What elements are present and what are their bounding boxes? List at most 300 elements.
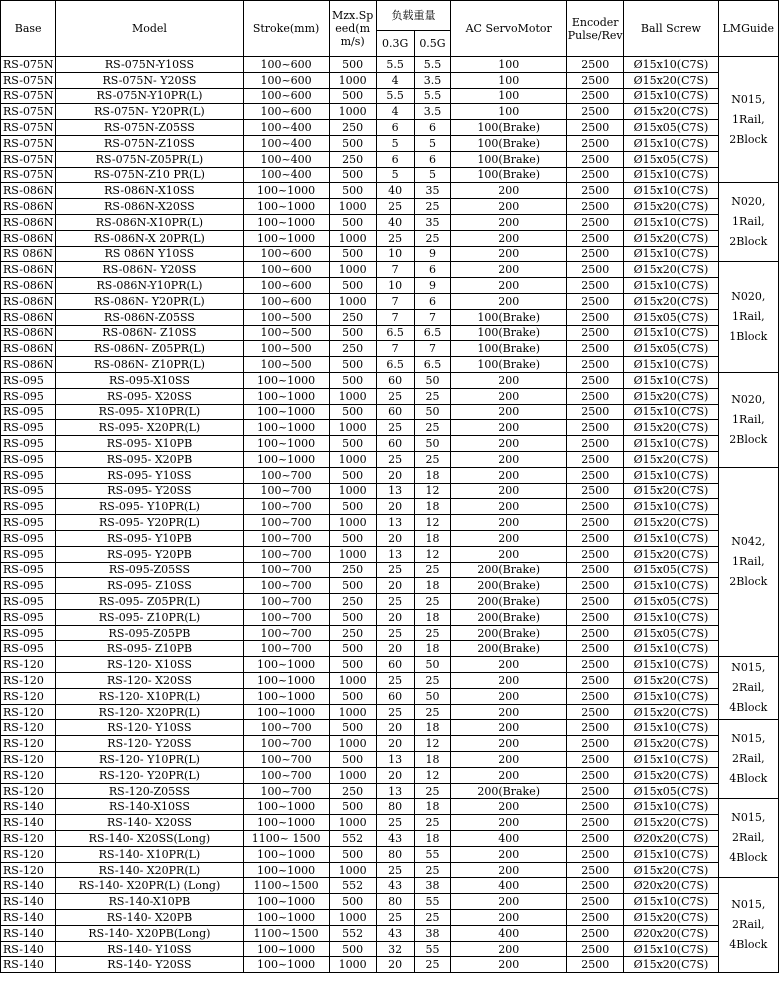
ball-screw-cell: Ø15x20(C7S) <box>624 72 718 88</box>
load-03g-cell: 13 <box>376 546 414 562</box>
encoder-cell: 2500 <box>567 436 624 452</box>
speed-cell: 500 <box>329 941 376 957</box>
stroke-cell: 100~600 <box>243 246 329 262</box>
motor-cell: 200 <box>451 546 567 562</box>
model-cell: RS-086N- Z10SS <box>56 325 243 341</box>
load-03g-cell: 6 <box>376 151 414 167</box>
base-cell: RS-086N <box>1 278 56 294</box>
stroke-cell: 100~700 <box>243 783 329 799</box>
speed-cell: 500 <box>329 657 376 673</box>
table-row <box>1 451 779 467</box>
lm-guide-line: 1Block <box>729 330 768 344</box>
model-cell: RS-086N- Y20PR(L) <box>56 293 243 309</box>
stroke-cell: 100~1000 <box>243 183 329 199</box>
lm-guide-line: 2Rail, <box>731 681 765 695</box>
motor-cell: 200(Brake) <box>451 625 567 641</box>
motor-cell: 100 <box>451 88 567 104</box>
motor-cell: 100(Brake) <box>451 357 567 373</box>
load-05g-cell: 12 <box>414 483 451 499</box>
stroke-cell: 100~1000 <box>243 436 329 452</box>
stroke-cell: 100~700 <box>243 467 329 483</box>
model-cell: RS-095- X10PR(L) <box>56 404 243 420</box>
stroke-cell: 100~1000 <box>243 199 329 215</box>
load-05g-cell: 6 <box>414 151 451 167</box>
stroke-cell: 1100~1500 <box>243 878 329 894</box>
lm-guide-line: N015, <box>731 92 766 106</box>
table-row <box>1 783 779 799</box>
table-row <box>1 167 779 183</box>
model-cell: RS-140- X20PB(Long) <box>56 925 243 941</box>
load-05g-cell: 18 <box>414 578 451 594</box>
ball-screw-cell: Ø15x10(C7S) <box>624 467 718 483</box>
stroke-cell: 100~700 <box>243 609 329 625</box>
speed-cell: 1000 <box>329 673 376 689</box>
stroke-cell: 100~400 <box>243 135 329 151</box>
encoder-cell: 2500 <box>567 673 624 689</box>
encoder-cell: 2500 <box>567 783 624 799</box>
motor-cell: 200 <box>451 420 567 436</box>
base-cell: RS-120 <box>1 720 56 736</box>
stroke-cell: 100~700 <box>243 720 329 736</box>
motor-cell: 200(Brake) <box>451 578 567 594</box>
stroke-cell: 100~700 <box>243 767 329 783</box>
encoder-cell: 2500 <box>567 151 624 167</box>
table-row <box>1 831 779 847</box>
stroke-cell: 100~700 <box>243 625 329 641</box>
header-max-speed: Mzx.Speed(mm/s) <box>329 1 376 57</box>
load-03g-cell: 13 <box>376 752 414 768</box>
motor-cell: 200 <box>451 704 567 720</box>
model-cell: RS-086N-X20SS <box>56 199 243 215</box>
load-05g-cell: 25 <box>414 230 451 246</box>
load-03g-cell: 32 <box>376 941 414 957</box>
load-05g-cell: 18 <box>414 641 451 657</box>
load-03g-cell: 20 <box>376 467 414 483</box>
speed-cell: 500 <box>329 183 376 199</box>
encoder-cell: 2500 <box>567 246 624 262</box>
table-row <box>1 578 779 594</box>
lm-guide-line: 2Rail, <box>731 831 765 845</box>
stroke-cell: 100~500 <box>243 341 329 357</box>
motor-cell: 200 <box>451 246 567 262</box>
load-05g-cell: 35 <box>414 183 451 199</box>
load-03g-cell: 20 <box>376 499 414 515</box>
stroke-cell: 100~1000 <box>243 799 329 815</box>
ball-screw-cell: Ø15x10(C7S) <box>624 941 718 957</box>
lm-guide-cell <box>718 57 778 183</box>
motor-cell: 200 <box>451 720 567 736</box>
encoder-cell: 2500 <box>567 167 624 183</box>
table-row <box>1 372 779 388</box>
speed-cell: 1000 <box>329 451 376 467</box>
speed-cell: 250 <box>329 120 376 136</box>
ball-screw-cell: Ø15x05(C7S) <box>624 151 718 167</box>
speed-cell: 500 <box>329 609 376 625</box>
load-05g-cell: 38 <box>414 925 451 941</box>
load-05g-cell: 12 <box>414 736 451 752</box>
base-cell: RS-075N <box>1 57 56 73</box>
table-row <box>1 199 779 215</box>
load-05g-cell: 18 <box>414 530 451 546</box>
encoder-cell: 2500 <box>567 546 624 562</box>
model-cell: RS-086N- Y20SS <box>56 262 243 278</box>
ball-screw-cell: Ø15x20(C7S) <box>624 199 718 215</box>
load-05g-cell: 25 <box>414 862 451 878</box>
load-05g-cell: 25 <box>414 910 451 926</box>
ball-screw-cell: Ø15x10(C7S) <box>624 657 718 673</box>
load-03g-cell: 40 <box>376 183 414 199</box>
ball-screw-cell: Ø15x20(C7S) <box>624 104 718 120</box>
header-ball-screw: Ball Screw <box>624 1 718 57</box>
load-03g-cell: 25 <box>376 562 414 578</box>
base-cell: RS-120 <box>1 736 56 752</box>
ball-screw-cell: Ø15x20(C7S) <box>624 262 718 278</box>
base-cell: RS-095 <box>1 436 56 452</box>
load-05g-cell: 25 <box>414 451 451 467</box>
stroke-cell: 100~1000 <box>243 815 329 831</box>
base-cell: RS-095 <box>1 451 56 467</box>
model-cell: RS-120- X20PR(L) <box>56 704 243 720</box>
stroke-cell: 100~700 <box>243 752 329 768</box>
table-row <box>1 846 779 862</box>
model-cell: RS-095- Y10SS <box>56 467 243 483</box>
motor-cell: 100(Brake) <box>451 151 567 167</box>
model-cell: RS-140- Y20SS <box>56 957 243 973</box>
speed-cell: 500 <box>329 467 376 483</box>
load-03g-cell: 7 <box>376 293 414 309</box>
encoder-cell: 2500 <box>567 957 624 973</box>
base-cell: RS-095 <box>1 515 56 531</box>
motor-cell: 200 <box>451 293 567 309</box>
stroke-cell: 100~700 <box>243 594 329 610</box>
lm-guide-line: 2Rail, <box>731 752 765 766</box>
encoder-cell: 2500 <box>567 230 624 246</box>
model-cell: RS-075N-Z10SS <box>56 135 243 151</box>
ball-screw-cell: Ø20x20(C7S) <box>624 925 718 941</box>
stroke-cell: 100~1000 <box>243 673 329 689</box>
speed-cell: 250 <box>329 151 376 167</box>
table-row <box>1 688 779 704</box>
speed-cell: 1000 <box>329 704 376 720</box>
load-03g-cell: 25 <box>376 625 414 641</box>
load-05g-cell: 5.5 <box>414 88 451 104</box>
stroke-cell: 100~600 <box>243 72 329 88</box>
base-cell: RS-140 <box>1 878 56 894</box>
base-cell: RS-086N <box>1 357 56 373</box>
table-row <box>1 341 779 357</box>
header-encoder: Encoder Pulse/Rev <box>567 1 624 57</box>
load-03g-cell: 25 <box>376 910 414 926</box>
load-05g-cell: 55 <box>414 846 451 862</box>
table-row <box>1 388 779 404</box>
motor-cell: 200 <box>451 894 567 910</box>
speed-cell: 1000 <box>329 420 376 436</box>
encoder-cell: 2500 <box>567 104 624 120</box>
base-cell: RS-095 <box>1 388 56 404</box>
ball-screw-cell: Ø15x20(C7S) <box>624 736 718 752</box>
load-05g-cell: 5 <box>414 167 451 183</box>
encoder-cell: 2500 <box>567 420 624 436</box>
table-row <box>1 309 779 325</box>
encoder-cell: 2500 <box>567 594 624 610</box>
load-05g-cell: 18 <box>414 752 451 768</box>
speed-cell: 1000 <box>329 388 376 404</box>
table-row <box>1 546 779 562</box>
stroke-cell: 100~700 <box>243 499 329 515</box>
load-05g-cell: 12 <box>414 767 451 783</box>
encoder-cell: 2500 <box>567 910 624 926</box>
stroke-cell: 100~700 <box>243 530 329 546</box>
speed-cell: 500 <box>329 135 376 151</box>
load-03g-cell: 6 <box>376 120 414 136</box>
header-load-03g: 0.3G <box>376 31 414 57</box>
base-cell: RS-095 <box>1 546 56 562</box>
motor-cell: 100 <box>451 104 567 120</box>
load-05g-cell: 5.5 <box>414 57 451 73</box>
speed-cell: 1000 <box>329 957 376 973</box>
ball-screw-cell: Ø15x10(C7S) <box>624 246 718 262</box>
encoder-cell: 2500 <box>567 578 624 594</box>
motor-cell: 200 <box>451 846 567 862</box>
encoder-cell: 2500 <box>567 388 624 404</box>
ball-screw-cell: Ø15x10(C7S) <box>624 894 718 910</box>
encoder-cell: 2500 <box>567 309 624 325</box>
lm-guide-line: 1Rail, <box>731 310 765 324</box>
motor-cell: 200(Brake) <box>451 783 567 799</box>
stroke-cell: 100~1000 <box>243 941 329 957</box>
stroke-cell: 1100~1500 <box>243 925 329 941</box>
load-05g-cell: 18 <box>414 467 451 483</box>
speed-cell: 1000 <box>329 815 376 831</box>
base-cell: RS-095 <box>1 562 56 578</box>
model-cell: RS-086N-Z05SS <box>56 309 243 325</box>
model-cell: RS-075N-Y10PR(L) <box>56 88 243 104</box>
stroke-cell: 100~1000 <box>243 388 329 404</box>
table-row <box>1 562 779 578</box>
load-03g-cell: 25 <box>376 230 414 246</box>
encoder-cell: 2500 <box>567 799 624 815</box>
model-cell: RS-120- Y10PR(L) <box>56 752 243 768</box>
lm-guide-line: 1Rail, <box>731 215 765 229</box>
ball-screw-cell: Ø15x10(C7S) <box>624 846 718 862</box>
encoder-cell: 2500 <box>567 815 624 831</box>
table-row <box>1 325 779 341</box>
ball-screw-cell: Ø15x05(C7S) <box>624 625 718 641</box>
model-cell: RS-140- X20PB <box>56 910 243 926</box>
base-cell: RS-095 <box>1 420 56 436</box>
lm-guide-line: N020, <box>731 392 766 406</box>
model-cell: RS-120- X20SS <box>56 673 243 689</box>
speed-cell: 250 <box>329 309 376 325</box>
header-lm-guide: LMGuide <box>718 1 778 57</box>
lm-guide-line: 2Block <box>729 132 768 146</box>
load-03g-cell: 5 <box>376 167 414 183</box>
motor-cell: 100(Brake) <box>451 120 567 136</box>
base-cell: RS-120 <box>1 783 56 799</box>
table-row <box>1 57 779 73</box>
motor-cell: 200 <box>451 388 567 404</box>
ball-screw-cell: Ø15x05(C7S) <box>624 783 718 799</box>
load-05g-cell: 6 <box>414 293 451 309</box>
load-05g-cell: 25 <box>414 815 451 831</box>
stroke-cell: 100~500 <box>243 325 329 341</box>
encoder-cell: 2500 <box>567 688 624 704</box>
speed-cell: 500 <box>329 752 376 768</box>
speed-cell: 1000 <box>329 767 376 783</box>
motor-cell: 200 <box>451 483 567 499</box>
motor-cell: 100(Brake) <box>451 341 567 357</box>
speed-cell: 1000 <box>329 72 376 88</box>
ball-screw-cell: Ø15x20(C7S) <box>624 957 718 973</box>
load-03g-cell: 13 <box>376 515 414 531</box>
lm-guide-line: N020, <box>731 290 766 304</box>
ball-screw-cell: Ø15x20(C7S) <box>624 815 718 831</box>
ball-screw-cell: Ø15x20(C7S) <box>624 704 718 720</box>
base-cell: RS-095 <box>1 578 56 594</box>
table-row <box>1 183 779 199</box>
motor-cell: 400 <box>451 831 567 847</box>
base-cell: RS-086N <box>1 341 56 357</box>
model-cell: RS-075N-Z05PR(L) <box>56 151 243 167</box>
stroke-cell: 100~1000 <box>243 704 329 720</box>
base-cell: RS-086N <box>1 293 56 309</box>
load-03g-cell: 20 <box>376 957 414 973</box>
ball-screw-cell: Ø15x10(C7S) <box>624 499 718 515</box>
motor-cell: 200 <box>451 752 567 768</box>
speed-cell: 500 <box>329 214 376 230</box>
model-cell: RS-086N- Z10PR(L) <box>56 357 243 373</box>
load-03g-cell: 5 <box>376 135 414 151</box>
model-cell: RS-120- Y10SS <box>56 720 243 736</box>
model-cell: RS-095- Z05PR(L) <box>56 594 243 610</box>
stroke-cell: 100~700 <box>243 483 329 499</box>
encoder-cell: 2500 <box>567 88 624 104</box>
ball-screw-cell: Ø15x05(C7S) <box>624 562 718 578</box>
stroke-cell: 1100~ 1500 <box>243 831 329 847</box>
base-cell: RS-120 <box>1 831 56 847</box>
speed-cell: 500 <box>329 167 376 183</box>
table-row <box>1 957 779 973</box>
load-03g-cell: 7 <box>376 309 414 325</box>
base-cell: RS-120 <box>1 752 56 768</box>
table-row <box>1 420 779 436</box>
lm-guide-line: 4Block <box>729 772 768 786</box>
encoder-cell: 2500 <box>567 925 624 941</box>
model-cell: RS-120-Z05SS <box>56 783 243 799</box>
table-row <box>1 262 779 278</box>
speed-cell: 500 <box>329 688 376 704</box>
encoder-cell: 2500 <box>567 720 624 736</box>
ball-screw-cell: Ø15x20(C7S) <box>624 420 718 436</box>
load-05g-cell: 6.5 <box>414 357 451 373</box>
speed-cell: 552 <box>329 925 376 941</box>
encoder-cell: 2500 <box>567 609 624 625</box>
motor-cell: 200 <box>451 910 567 926</box>
model-cell: RS-140- X20SS(Long) <box>56 831 243 847</box>
base-cell: RS-140 <box>1 925 56 941</box>
load-03g-cell: 25 <box>376 862 414 878</box>
encoder-cell: 2500 <box>567 341 624 357</box>
motor-cell: 200 <box>451 262 567 278</box>
speed-cell: 500 <box>329 88 376 104</box>
load-03g-cell: 6.5 <box>376 357 414 373</box>
load-05g-cell: 25 <box>414 562 451 578</box>
encoder-cell: 2500 <box>567 72 624 88</box>
encoder-cell: 2500 <box>567 641 624 657</box>
load-05g-cell: 7 <box>414 341 451 357</box>
base-cell: RS-140 <box>1 894 56 910</box>
encoder-cell: 2500 <box>567 293 624 309</box>
speed-cell: 500 <box>329 404 376 420</box>
table-row <box>1 515 779 531</box>
header-load: 负载重量 <box>376 1 451 31</box>
speed-cell: 1000 <box>329 230 376 246</box>
stroke-cell: 100~400 <box>243 167 329 183</box>
speed-cell: 1000 <box>329 199 376 215</box>
load-05g-cell: 12 <box>414 515 451 531</box>
load-03g-cell: 20 <box>376 641 414 657</box>
stroke-cell: 100~400 <box>243 151 329 167</box>
base-cell: RS-086N <box>1 199 56 215</box>
load-05g-cell: 25 <box>414 594 451 610</box>
lm-guide-line: 2Block <box>729 235 768 249</box>
ball-screw-cell: Ø15x10(C7S) <box>624 404 718 420</box>
table-row <box>1 673 779 689</box>
table-row <box>1 815 779 831</box>
load-03g-cell: 20 <box>376 720 414 736</box>
base-cell: RS-140 <box>1 957 56 973</box>
motor-cell: 200(Brake) <box>451 594 567 610</box>
motor-cell: 200 <box>451 183 567 199</box>
model-cell: RS-095- Y20SS <box>56 483 243 499</box>
load-05g-cell: 18 <box>414 720 451 736</box>
speed-cell: 500 <box>329 372 376 388</box>
ball-screw-cell: Ø15x10(C7S) <box>624 720 718 736</box>
model-cell: RS-075N- Y20SS <box>56 72 243 88</box>
encoder-cell: 2500 <box>567 57 624 73</box>
table-row <box>1 799 779 815</box>
stroke-cell: 100~1000 <box>243 420 329 436</box>
lm-guide-cell <box>718 262 778 373</box>
table-row <box>1 293 779 309</box>
lm-guide-line: 4Block <box>729 938 768 952</box>
load-03g-cell: 13 <box>376 483 414 499</box>
stroke-cell: 100~1000 <box>243 688 329 704</box>
encoder-cell: 2500 <box>567 325 624 341</box>
model-cell: RS-120- X10SS <box>56 657 243 673</box>
stroke-cell: 100~1000 <box>243 230 329 246</box>
load-05g-cell: 25 <box>414 957 451 973</box>
speed-cell: 250 <box>329 341 376 357</box>
load-03g-cell: 40 <box>376 214 414 230</box>
model-cell: RS-086N-X 20PR(L) <box>56 230 243 246</box>
speed-cell: 1000 <box>329 483 376 499</box>
encoder-cell: 2500 <box>567 894 624 910</box>
speed-cell: 500 <box>329 641 376 657</box>
load-05g-cell: 9 <box>414 246 451 262</box>
base-cell: RS-095 <box>1 372 56 388</box>
model-cell: RS-095-X10SS <box>56 372 243 388</box>
ball-screw-cell: Ø15x10(C7S) <box>624 609 718 625</box>
motor-cell: 200 <box>451 815 567 831</box>
header-base: Base <box>1 1 56 57</box>
speed-cell: 500 <box>329 846 376 862</box>
speed-cell: 552 <box>329 831 376 847</box>
encoder-cell: 2500 <box>567 831 624 847</box>
model-cell: RS-120- Y20SS <box>56 736 243 752</box>
speed-cell: 1000 <box>329 104 376 120</box>
speed-cell: 250 <box>329 562 376 578</box>
